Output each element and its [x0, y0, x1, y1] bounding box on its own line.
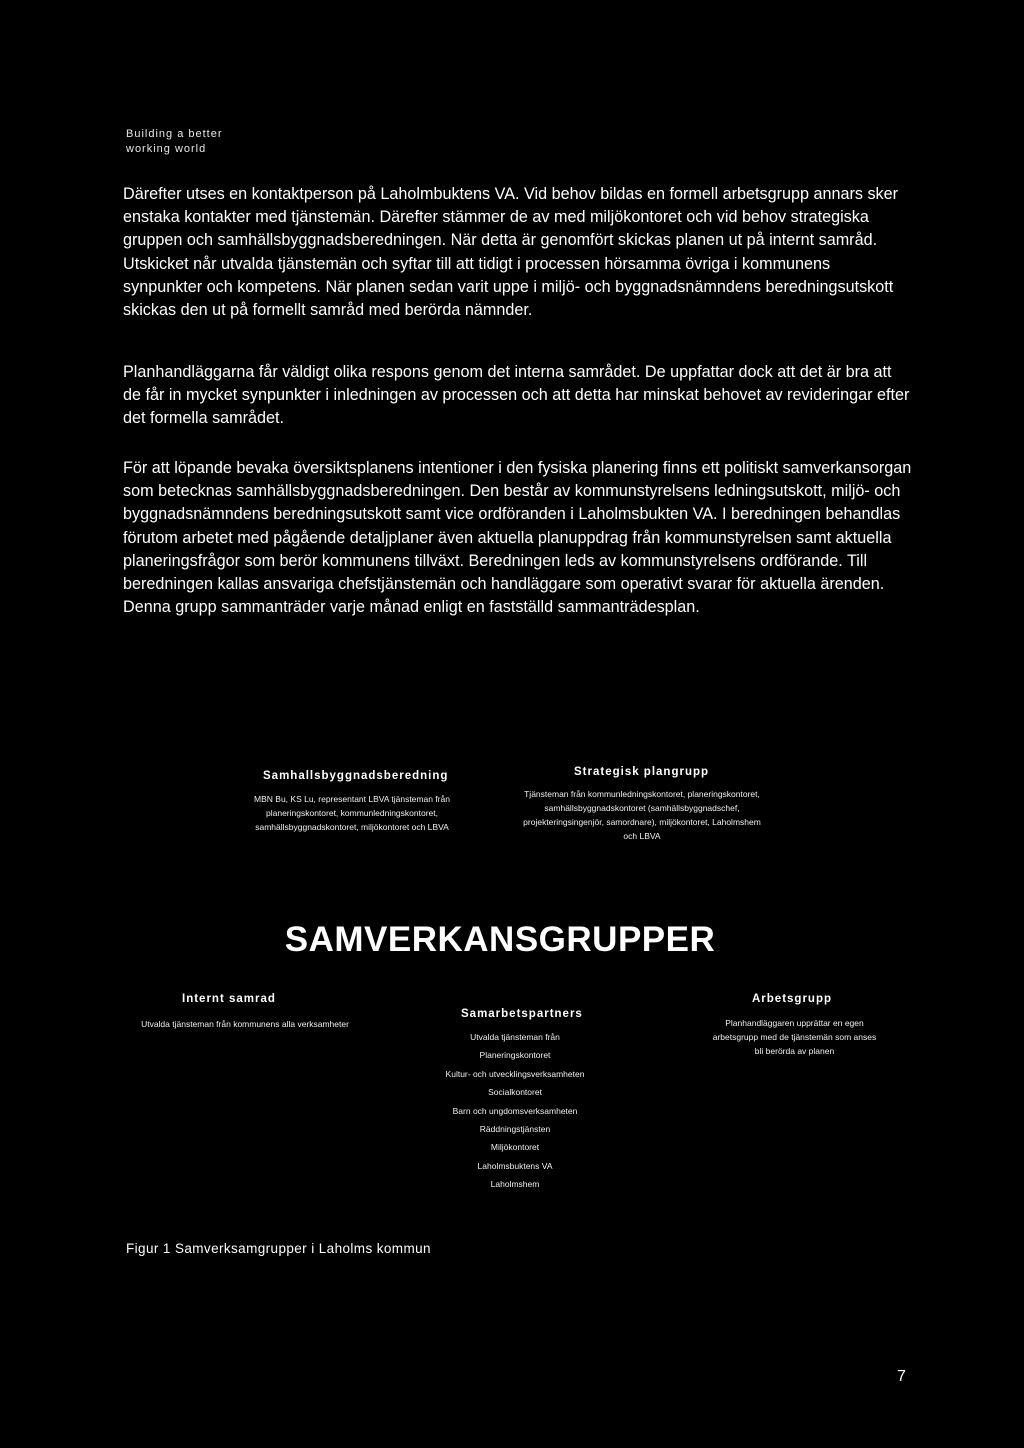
figure-caption: Figur 1 Samverksamgrupper i Laholms kommun [126, 1241, 431, 1256]
samhallsbyggnadsberedning-description: MBN Bu, KS Lu, representant LBVA tjänsteman från planeringskontoret, kommunledningskontoret, samhällsbyggnadskontoret, miljökontoret och LBVA [254, 794, 450, 832]
samverkansgrupper-heading: SAMVERKANSGRUPPER [284, 920, 716, 959]
company-logo [126, 127, 223, 157]
partner-item: Miljökontoret [490, 1142, 540, 1153]
logo-line-2: working world [126, 143, 207, 155]
partner-item: Laholmsbuktens VA [477, 1160, 553, 1171]
arbetsgrupp-description: Planhandläggaren upprättar en egen arbetsgrupp med de tjänstemän som anses bli berörda av planen [712, 1018, 877, 1056]
samarbetspartners-list [415, 1028, 615, 1194]
logo-line-1: Building a better [126, 128, 223, 140]
arbetsgrupp-title: Arbetsgrupp [752, 993, 832, 1005]
internt-samrad-description: Utvalda tjänsteman från kommunens alla verksamheter [141, 1019, 349, 1029]
paragraph-internal-consultation: Därefter utses en kontaktperson på Laholmbuktens VA. Vid behov bildas en formell arbetsgrupp annars sker enstaka kontakter med tjänstemän. Därefter stämmer de av med miljökontoret och vid behov strategiska gruppen och samhällsbyggnadsberedningen. När detta är genomfört skickas planen ut på internt samråd. Utskicket når utvalda tjänstemän och syftar till att tidigt i processen hörsamma övriga i kommunens synpunkter och kompetens. När planen sedan varit uppe i miljö- och byggnadsnämndens beredningsutskott skickas den ut på formellt samråd med berörda nämnder. [123, 185, 899, 320]
samhallsbyggnadsberedning-title: Samhallsbyggnadsberedning [263, 770, 449, 782]
paragraph-samhallsbyggnadsberedning: För att löpande bevaka översiktsplanens intentioner i den fysiska planering finns ett politiskt samverkansorgan som betecknas samhällsbyggnadsberedningen. Den består av kommunstyrelsens ledningsutskott, miljö- och byggnadsnämndens beredningsutskott samt vice ordföranden i Laholmsbukten VA. I beredningen behandlas förutom arbetet med pågående detaljplaner även aktuella planuppdrag från kommunstyrelsen samt aktuella planeringsfrågor som berör kommunens tillväxt. Beredningen leds av kommunstyrelsens ordförande. Till beredningen kallas ansvariga chefstjänstemän och handläggare som operativt svarar för aktuella ärenden. Denna grupp sammanträder varje månad enligt en fastställd sammanträdesplan. [123, 459, 912, 617]
strategisk-plangrupp-title: Strategisk plangrupp [574, 766, 710, 778]
page-number: 7 [897, 1368, 906, 1385]
partner-item: Socialkontoret [488, 1087, 542, 1098]
strategisk-plangrupp-description: Tjänsteman från kommunledningskontoret, planeringskontoret, samhällsbyggnadskontoret (samhällsbyggnadschef, projekteringsingenjör, samordnare), miljökontoret, Laholmshem och LBVA [523, 789, 761, 841]
partner-item: Barn och ungdomsverksamheten [452, 1105, 578, 1116]
partner-item: Räddningstjänsten [479, 1124, 551, 1135]
partner-item: Planeringskontoret [479, 1050, 551, 1061]
partner-item: Kultur- och utvecklingsverksamheten [445, 1068, 585, 1079]
partner-item: Utvalda tjänsteman från [470, 1032, 560, 1042]
partner-item: Laholmshem [490, 1179, 540, 1190]
samarbetspartners-title: Samarbetspartners [461, 1008, 583, 1020]
paragraph-planner-responses: Planhandläggarna får väldigt olika respons genom det interna samrådet. De uppfattar dock att det är bra att de får in mycket synpunkter i inledningen av processen och att detta har minskat behovet av revideringar efter det formella samrådet. [123, 363, 910, 428]
internt-samrad-title: Internt samrad [182, 993, 276, 1005]
